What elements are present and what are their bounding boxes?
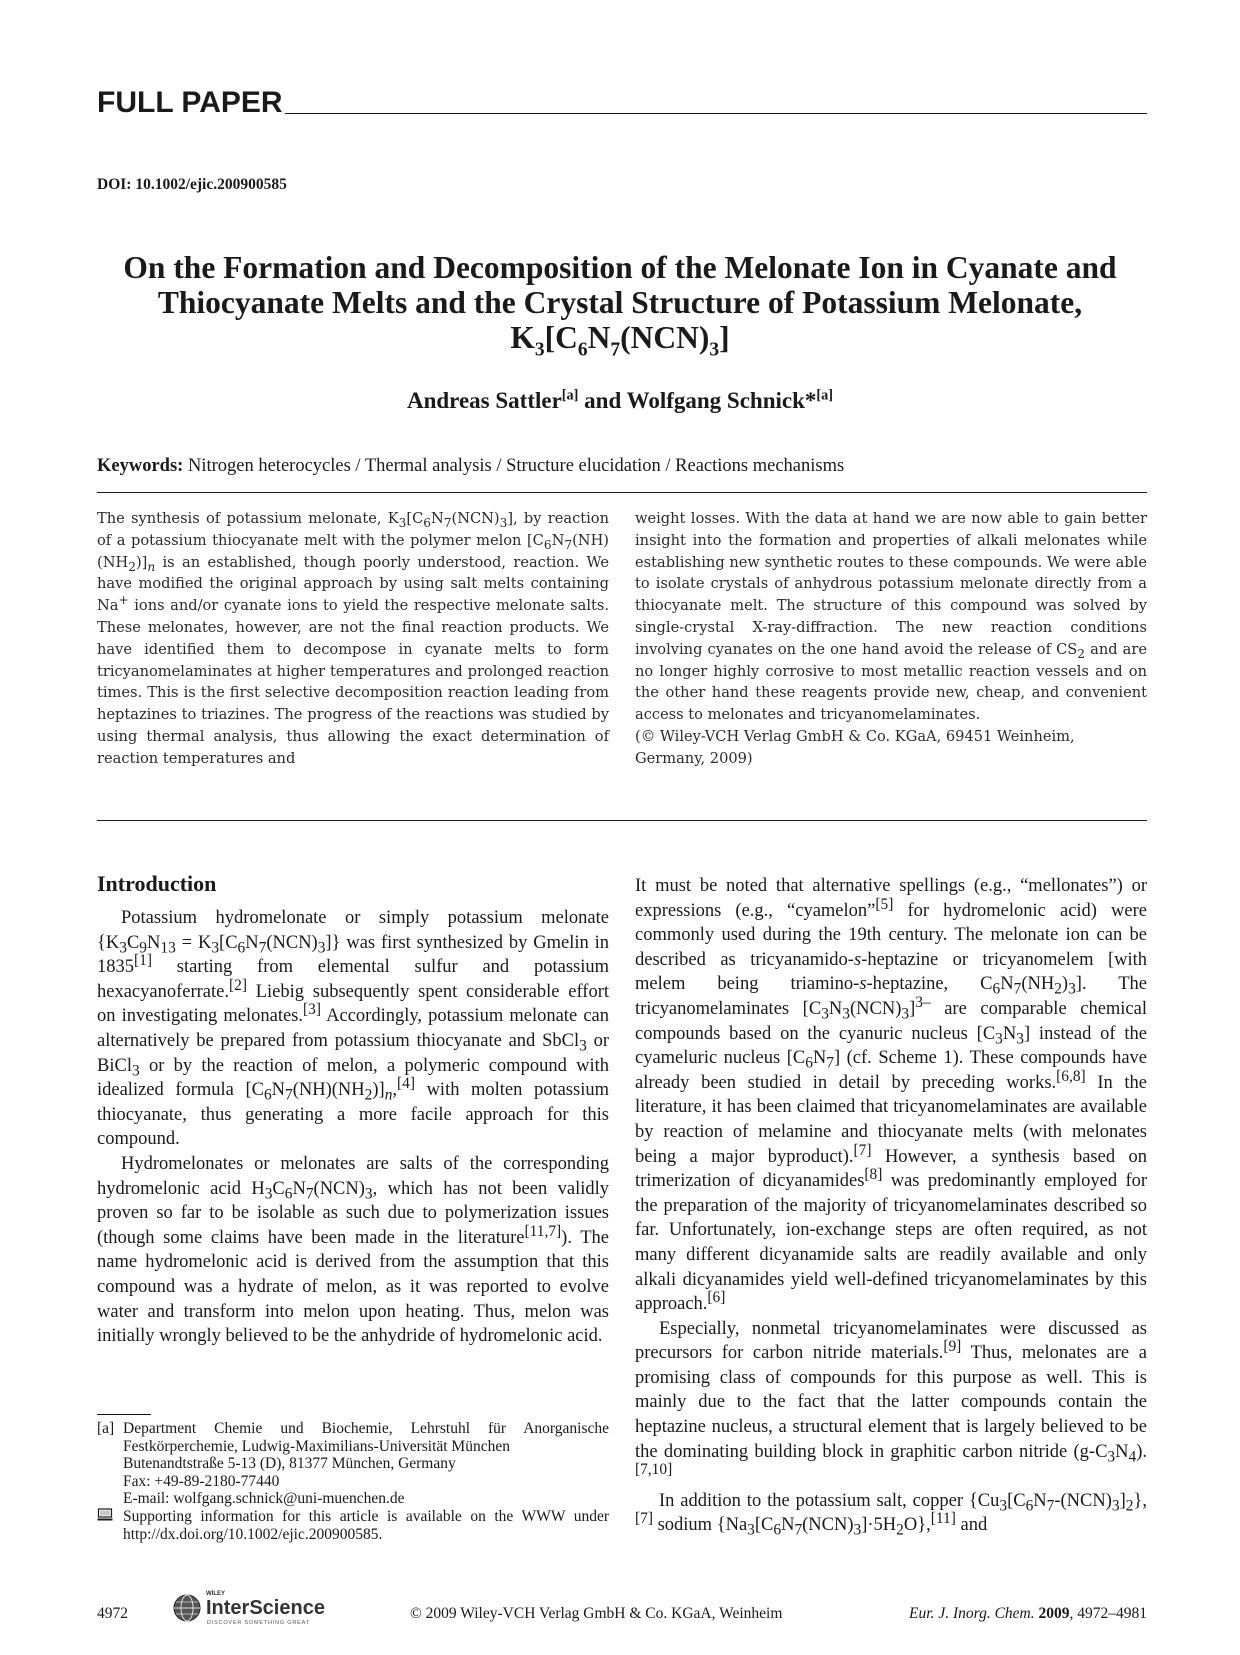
authors: Andreas Sattler[a] and Wolfgang Schnick*[a] [406, 387, 834, 413]
keywords-label: Keywords: [97, 456, 184, 476]
affiliation-address: Butenandtstraße 5-13 (D), 81377 München, Germany [123, 1455, 456, 1473]
affiliation-mark-2: [a] [816, 387, 834, 404]
supporting-info-footnote [97, 1508, 609, 1543]
body-column-left [97, 906, 609, 1349]
journal-citation: Eur. J. Inorg. Chem. 2009, 4972–4981 [909, 1605, 1147, 1622]
affiliation-footnote [97, 1420, 609, 1508]
paragraph: Potassium hydromelonate or simply potassium melonate $\{K_3C_9N_{13} = K_3[C_6N_7(NCN)_3]\}$ was first synthesized by Gmelin in 1835[1] starting from elemental sulfur and potassium hexacyanoferrate.[2] Liebig subsequently spent considerable effort on investigating melonates.[3] Accordingly, potassium melonate can alternatively be prepared from potassium thiocyanate and SbCl$_3$ or BiCl$_3$ or by the reaction of melon, a polymeric compound with idealized formula $[C_6N_7(NH)(NH_2)]_n,[4]$ with molten potassium thiocyanate, thus generating a more facile approach for this compound. [97, 908, 609, 1150]
title-formula: $K_3[C_6N_7(NCN)_3]$ [510, 320, 730, 361]
keywords-list: Nitrogen heterocycles / Thermal analysis / Structure elucidation / Reactions mechanisms [183, 456, 845, 476]
abstract-column-1: The synthesis of potassium melonate, $K_3[C_6N_7(NCN)_3]$, by reaction of a potassium thiocyanate melt with the polymer melon $[C_6N_7(NH)(NH_2)]_n$ is an established, though poorly understood, reaction. We have modified the original approach by using salt melts containing Na+ ions and/or cyanate ions to yield the respective melonate salts. These melonates, however, are not the final reaction products. We have identified them to decompose in cyanate melts to form tricyanomelaminates at higher temperatures and prolonged reaction times. This is the first selective decomposition reaction leading from heptazines to triazines. The progress of the reactions was studied by using thermal analysis, thus allowing the exact determination of reaction temperatures and [97, 510, 609, 767]
affiliation-mark: [a] [97, 1420, 115, 1437]
footnotes [97, 1420, 609, 1543]
affiliation-email: E-mail: wolfgang.schnick@uni-muenchen.de [123, 1490, 405, 1508]
section-label: FULL PAPER [97, 86, 283, 119]
logo-tagline: DISCOVER SOMETHING GREAT [207, 1620, 310, 1626]
title-line-1: On the Formation and Decomposition of the Melonate Ion in Cyanate and [123, 250, 1117, 285]
affiliation-fax: Fax: +49-89-2180-77440 [123, 1472, 280, 1490]
paragraph: Especially, nonmetal tricyanomelaminates were discussed as precursors for carbon nitride materials.[9] Thus, melonates are a promising class of compounds for this purpose as well. This is mainly due to the fact that the latter compounds contain the heptazine nucleus, a structural element that is largely believed to be the dominating building block in graphitic carbon nitride $(g-C_3N_4).[7,10]$ [635, 1318, 1147, 1479]
keywords [97, 456, 1147, 477]
paragraph: It must be noted that alternative spellings (e.g., “mellonates”) or expressions (e.g., “cyamelon”[5] for hydromelonic acid) were commonly used during the 19th century. The melonate ion can be described as tricyanamido-s-heptazine or tricyanomelem [with melem being triamino-s-heptazine, $C_6N_7(NH_2)_3$]. The tricyanomelaminates $[C_3N_3(NCN)_3]^{3-}$ are comparable chemical compounds based on the cyanuric nucleus $[C_3N_3]$ instead of the cyameluric nucleus $[C_6N_7]$ (cf. Scheme 1). These compounds have already been studied in detail by preceding works.[6,8] In the literature, it has been claimed that tricyanomelaminates are available by reaction of melamine and thiocyanate melts (with melonates being a major byproduct).[7] However, a synthesis based on trimerization of dicyanamides[8] was predominantly employed for the preparation of the majority of tricyanomelaminates described so far. Unfortunately, ion-exchange steps are often required, as not many different dicyanamide salts are readily available and only alkali dicyanamides yield well-defined tricyanomelaminates by this approach.[6] [635, 876, 1148, 1315]
footer-copyright: © 2009 Wiley-VCH Verlag GmbH & Co. KGaA, Weinheim [410, 1605, 783, 1622]
abstract-copyright: (© Wiley-VCH Verlag GmbH & Co. KGaA, 69451 Weinheim, Germany, 2009) [635, 727, 1075, 767]
logo-wiley: WILEY [206, 1591, 225, 1597]
logo-wordmark: InterScience [206, 1597, 325, 1619]
page-number: 4972 [97, 1605, 128, 1622]
article-title [100, 250, 1140, 361]
footnote-rule [97, 1414, 151, 1415]
doi: DOI: 10.1002/ejic.200900585 [97, 176, 287, 193]
abstract-column-2-text: weight losses. With the data at hand we are now able to gain better insight into the formation and properties of alkali melonates while establishing new synthetic routes to these compounds. We were able to isolate crystals of anhydrous potassium melonate directly from a thiocyanate melt. The structure of this compound was solved by single-crystal X-ray-diffraction. The new reaction conditions involving cyanates on the one hand avoid the release of $CS_2$ and are no longer highly corrosive to most metallic reaction vessels and on the other hand these reagents provide new, cheap, and convenient access to melonates and tricyanomelaminates. [635, 510, 1147, 724]
interscience-logo [172, 1591, 352, 1625]
header-rule [285, 113, 1147, 114]
section-heading-introduction: Introduction [97, 871, 217, 896]
running-header [97, 82, 1147, 118]
title-line-2: Thiocyanate Melts and the Crystal Structure of Potassium Melonate, [157, 285, 1083, 320]
paragraph: In addition to the potassium salt, copper $\{Cu_3[C_6N_7-(NCN)_3]_2\},[7]$ sodium $\{Na_3[C_6N_7(NCN)_3]\cdot 5H_2O\},[11]$ and [635, 1490, 1147, 1540]
computer-icon [97, 1508, 123, 1543]
abstract-bottom-rule [97, 820, 1147, 821]
supporting-info-text: Supporting information for this article is available on the WWW under http://dx.doi.org/10.1002/ejic.200900585. [123, 1507, 609, 1543]
body-column-right [635, 874, 1147, 1538]
paragraph: Hydromelonates or melonates are salts of the corresponding hydromelonic acid $H_3C_6N_7(NCN)_3$, which has not been validly proven so far to be isolable as such due to polymerization issues (though some claims have been made in the literature[11,7]). The name hydromelonic acid is derived from the assumption that this compound was a hydrate of melon, as it was reported to evolve water and transform into melon upon heating. Thus, melon was initially wrongly believed to be the anhydride of hydromelonic acid. [97, 1153, 609, 1347]
author-2: Wolfgang Schnick* [626, 388, 817, 413]
abstract-top-rule [97, 492, 1147, 493]
author-1: Andreas Sattler [406, 388, 562, 413]
affiliation-mark-1: [a] [561, 387, 579, 404]
globe-icon [172, 1593, 202, 1623]
affiliation-department: Department Chemie und Biochemie, Lehrstuhl für Anorganische Festkörperchemie, Ludwig-Maximilians-Universität München [123, 1420, 609, 1455]
abstract-column-2 [635, 508, 1147, 770]
